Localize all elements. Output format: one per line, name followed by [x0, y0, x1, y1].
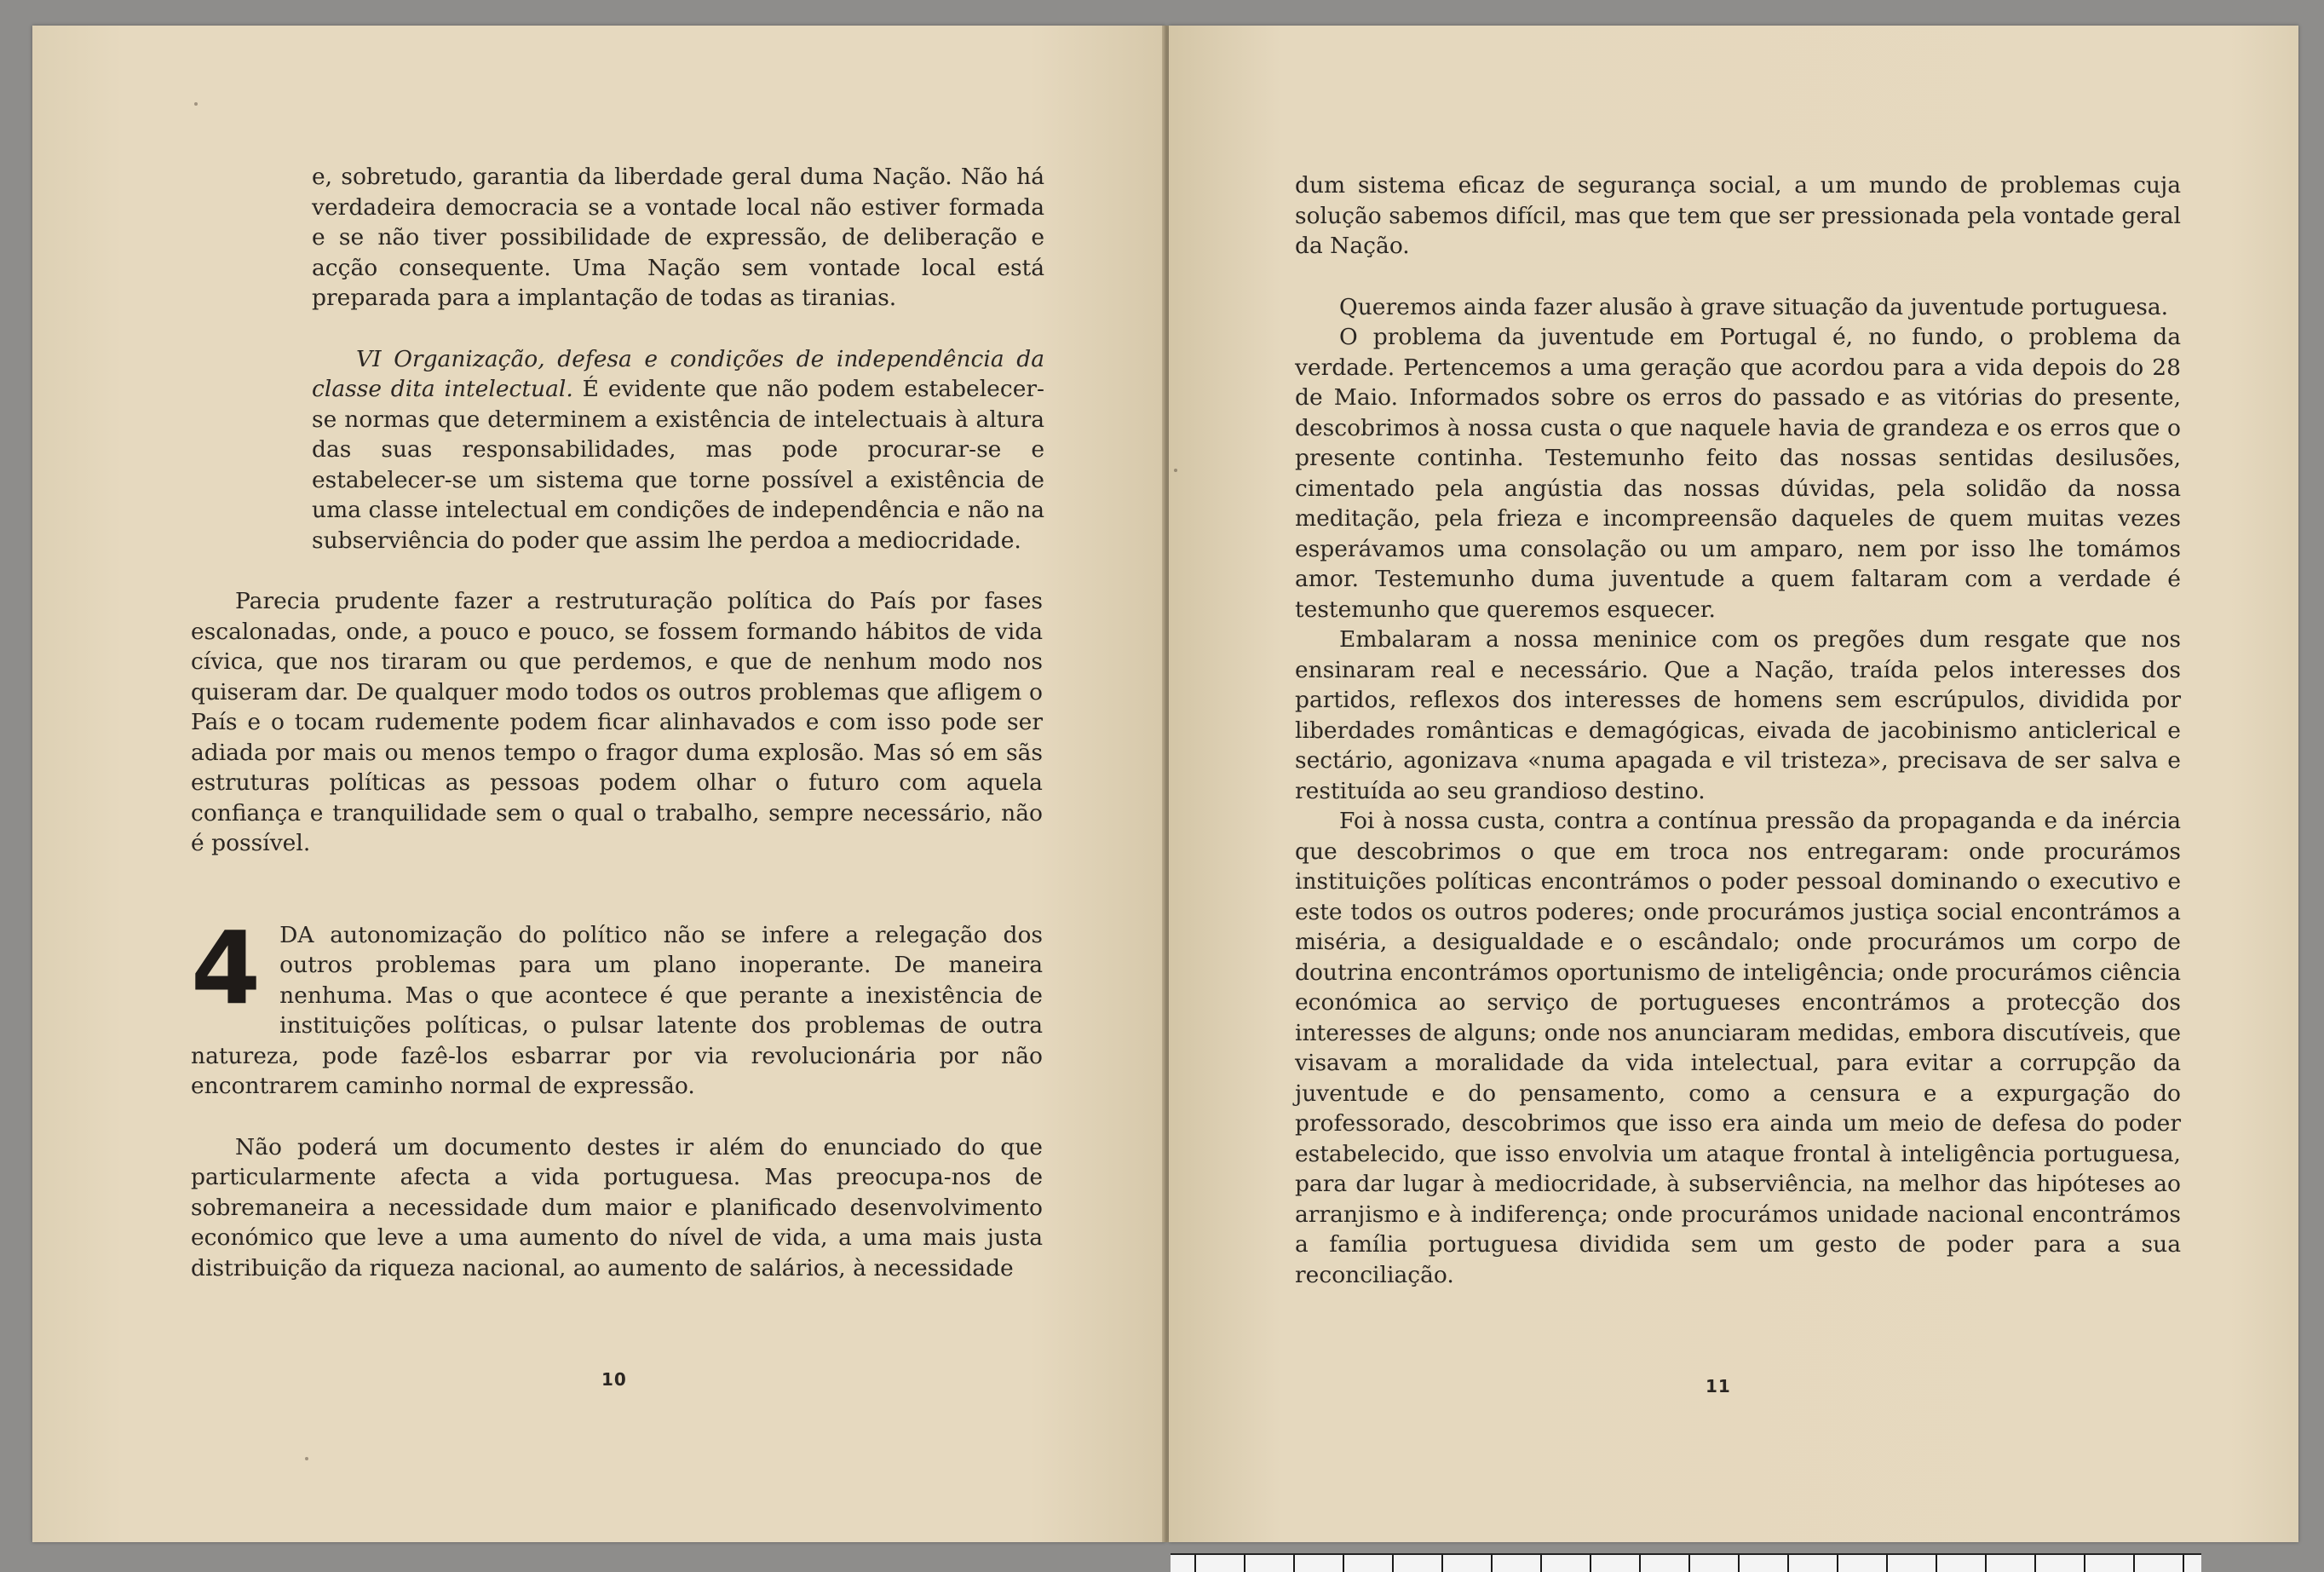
page-number-right: 11 — [1706, 1376, 1731, 1396]
paragraph-youth-intro: Queremos ainda fazer alusão à grave situação da juventude portuguesa. — [1339, 293, 2169, 320]
paper-speck — [305, 1457, 308, 1460]
section-4-dropcap: 4 — [191, 908, 262, 1027]
paragraph-democracy: e, sobretudo, garantia da liberdade geral duma Nação. Não há verdadeira democracia se a vontade local não estiver formada e se não tiver possibilidade de expressão, de deliberação e acção consequente. Uma Nação sem vontade local está preparada para a implantação de todas as tiranias. — [312, 164, 1044, 311]
paper-speck — [1174, 469, 1177, 472]
paragraph-social-security: dum sistema eficaz de segurança social, a um mundo de problemas cuja solução sabemos difícil, mas que tem que ser pressionada pela vontade geral da Nação. — [1295, 172, 2181, 259]
book-spread — [32, 26, 2298, 1542]
paragraph-youth-truth: O problema da juventude em Portugal é, no fundo, o problema da verdade. Pertencemos a uma geração que acordou para a vida depois do 28 de Maio. Informados sobre os erros do passado e as vitórias do presente, descobrimos à nossa custa o que naquele havia de grandeza e os erros que o presente continha. Testemunho feito das nossas sentidas desilusões, cimentado pela angústia das nossas dúvidas, pela solidão da nossa meditação, pela frieza e incompreensão daqueles de quem muitas vezes esperávamos uma consolação ou um amparo, nem por isso lhe tomámos amor. Testemunho duma juventude a quem faltaram com a verdade é testemunho que queremos esquecer. — [1295, 324, 2181, 623]
paragraph-section-vi — [312, 344, 1044, 556]
paragraph-economic-development: Não poderá um documento destes ir além do enunciado do que particularmente afecta a vida portuguesa. Mas preocupa-nos de sobremaneira a necessidade dum maior e planificado desenvolvimento económico que leve a uma aumento do nível de vida, a uma mais justa distribuição da riqueza nacional, ao aumento de salários, à necessidade — [191, 1133, 1043, 1281]
color-scale-bar — [1171, 1553, 2201, 1572]
left-text-column — [191, 162, 1043, 1283]
paragraph-restructuring: Parecia prudente fazer a restruturação política do País por fases escalonadas, onde, a pouco e pouco, se fossem formando hábitos de vida cívica, que nos tiraram ou que perdemos, e que de nenhum modo nos quiseram dar. De qualquer modo todos os outros problemas que afligem o País e o tocam rudemente podem ficar alinhavados e com isso pode ser adiada por mais ou menos tempo o fragor duma explosão. Mas só em sãs estruturas políticas as pessoas podem olhar o futuro com aquela confiança e tranquilidade sem o qual o trabalho, sempre necessário, não é possível. — [191, 588, 1043, 856]
section-vi-body: É evidente que não podem estabelecer-se normas que determinem a existência de intelectuais à altura das suas responsabilidades, mas pode procurar-se e estabelecer-se um sistema que torne possível a existência de uma classe intelectual em condições de independência e não na subserviência do poder que assim lhe perdoa a mediocridade. — [312, 376, 1044, 554]
right-text-column — [1295, 170, 2181, 1290]
paragraph-childhood: Embalaram a nossa meninice com os pregões dum resgate que nos ensinaram real e necessário. Que a Nação, traída pelos interesses dos partidos, reflexos dos interesses de homens sem escrúpulos, dividida por liberdades românticas e demagógicas, eivada de jacobinismo anticlerical e sectário, agonizava «numa apagada e vil tristeza», precisava de ser salva e restituída ao seu grandioso destino. — [1295, 626, 2181, 804]
right-page — [1169, 26, 2298, 1542]
paper-speck — [194, 102, 198, 106]
section-4-block — [191, 908, 1043, 1102]
page-number-left: 10 — [601, 1369, 627, 1390]
paragraph-discoveries: Foi à nossa custa, contra a contínua pressão da propaganda e da inércia que descobrimos o que em troca nos entregaram: onde procurámos instituições políticas encontrámos o poder pessoal dominando o executivo e este todos os outros poderes; onde procurámos justiça social encontrámos a miséria, a desigualdade e o escândalo; onde procurámos um corpo de doutrina encontrámos oportunismo de inteligência; onde procurámos ciência económica ao serviço de portugueses encontrámos a protecção dos interesses de alguns; onde nos anunciaram medidas, embora discutíveis, que visavam a moralidade da vida intelectual, para evitar a corrupção da juventude e do pensamento, como a censura e a expurgação do professorado, descobrimos que isso era ainda um meio de defesa do poder estabelecido, que isso envolvia um ataque frontal à inteligência portuguesa, para dar lugar à mediocridade, à subserviência, na melhor das hipóteses ao arranjismo e à indiferença; onde procurámos unidade nacional encontrámos a família portuguesa dividida sem um gesto de poder para a sua reconciliação. — [1295, 808, 2181, 1288]
paragraph-autonomization: DA autonomização do político não se infere a relegação dos outros problemas para um plano inoperante. De maneira nenhuma. Mas o que acontece é que perante a inexistência de instituições políticas, o pulsar latente dos problemas de outra natureza, pode fazê-los esbarrar por via revolucionária por não encontrarem caminho normal de expressão. — [191, 921, 1043, 1099]
section-vi-heading: VI Organização, defesa e condições de independência da classe dita intelectual. — [312, 345, 1044, 402]
left-page — [32, 26, 1165, 1542]
